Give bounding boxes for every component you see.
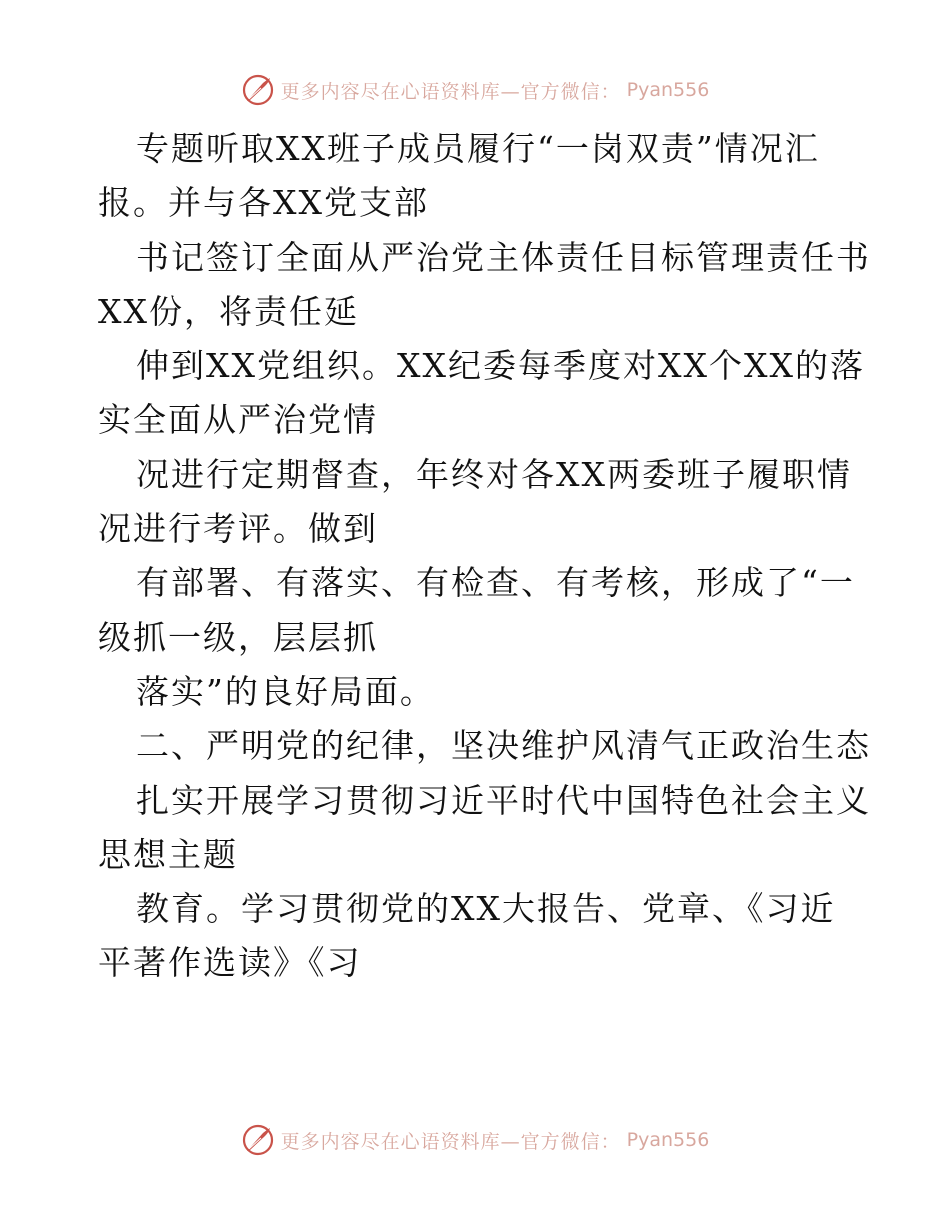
text-line: XX份，将责任延 (98, 291, 359, 331)
text-line: 平著作选读》《习 (98, 943, 362, 983)
watermark-wechat-id: Pyan556 (626, 79, 710, 101)
header-watermark (0, 70, 950, 110)
text-line: 况进行考评。做到 (98, 509, 378, 549)
text-line: 况进行定期督查，年终对各XX两委班子履职情 (136, 454, 852, 494)
watermark-text: 更多内容尽在心语资料库—官方微信： (280, 80, 621, 103)
text-line: 实全面从严治党情 (98, 400, 378, 440)
text-line: 书记签订全面从严治党主体责任目标管理责任书 (136, 237, 871, 277)
text-line: 扎实开展学习贯彻习近平时代中国特色社会主义 (136, 780, 871, 820)
text-line: 报。并与各XX党支部 (98, 183, 429, 223)
text-line: 思想主题 (98, 834, 238, 874)
footer-watermark (0, 1120, 950, 1160)
quill-logo-icon (241, 73, 275, 107)
text-line: 二、严明党的纪律，坚决维护风清气正政治生态 (136, 726, 871, 766)
text-line: 伸到XX党组织。XX纪委每季度对XX个XX的落 (136, 346, 865, 386)
text-line: 专题听取XX班子成员履行“一岗双责”情况汇 (136, 129, 820, 168)
text-line: 落实”的良好局面。 (136, 671, 435, 711)
document-body (98, 122, 871, 991)
text-line: 有部署、有落实、有检查、有考核，形成了“一 (136, 563, 855, 603)
text-line: 教育。学习贯彻党的XX大报告、党章、《习近 (136, 889, 836, 929)
quill-logo-icon (241, 1123, 275, 1157)
watermark-wechat-id: Pyan556 (626, 1129, 710, 1151)
watermark-text: 更多内容尽在心语资料库—官方微信： (280, 1130, 621, 1153)
text-line: 级抓一级，层层抓 (98, 617, 378, 657)
